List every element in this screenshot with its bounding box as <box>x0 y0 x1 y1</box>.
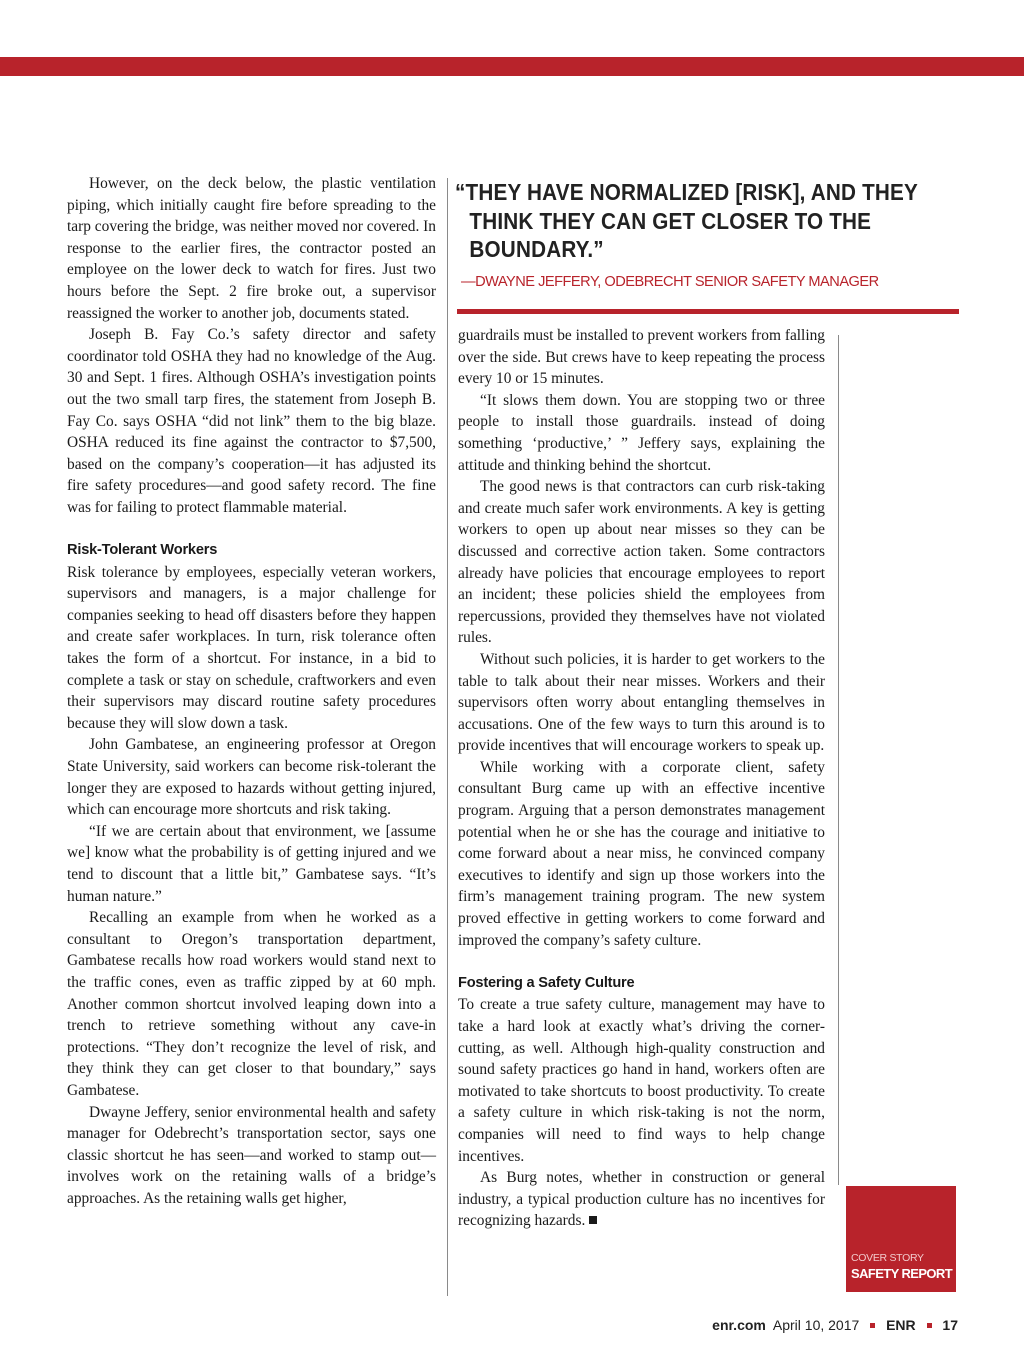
section-badge <box>846 1186 956 1292</box>
footer-site: enr.com <box>712 1317 766 1333</box>
badge-safety-report: SAFETY REPORT <box>851 1266 953 1281</box>
right-paragraph-5: While working with a corporate client, safety consultant Burg came up with an effective incentive program. Arguing that a person demonstrates management potential when he or she has the courage and initiative to come forward about a near miss, he convinced company executives to identify and sign up those workers into the firm’s management training program. The new system proved effective in getting workers to come forward and improved the company’s safety culture. <box>458 758 825 949</box>
right-paragraph-1: guardrails must be installed to prevent workers from falling over the side. But crews have to keep repeating the process every 10 or 15 minutes. <box>458 327 825 388</box>
left-paragraph-7: Dwayne Jeffery, senior environmental health and safety manager for Odebrecht’s transportation sector, says one classic shortcut he has seen—and worked to stamp out—involves work on the retaining walls of a bridge’s approaches. As the retaining walls get higher, <box>67 1103 436 1207</box>
section-heading-risk-tolerant: Risk-Tolerant Workers <box>67 542 218 559</box>
badge-cover-story: COVER STORY <box>851 1252 924 1264</box>
left-paragraph-5: “If we are certain about that environment, we [assume we] know what the probability is of getting injured and we tend to discount that a little bit,” Gambatese says. “It’s human nature.” <box>67 822 436 905</box>
pull-quote-text: “THEY HAVE NORMALIZED [RISK], AND THEY THINK THEY CAN GET CLOSER TO THE BOUNDARY.” <box>455 179 918 262</box>
right-paragraph-3: The good news is that contractors can curb risk-taking and create much safer work environments. A key is getting workers to open up about near misses so they can be discussed and corrective action taken. Some contractors already have policies that encourage employees to report an incident; these policies shield the employees from repercussions, provided they themselves have not violated rules. <box>458 478 825 647</box>
left-paragraph-1: However, on the deck below, the plastic ventilation piping, which initially caught fire before spreading to the tarp covering the bridge, was neither moved nor covered. In response to the earlier fires, the contractor posted an employee on the lower deck to watch for fires. Just two hours before the Sept. 2 fire broke out, a supervisor reassigned the worker to another job, documents stated. <box>67 175 436 322</box>
footer-brand: ENR <box>886 1317 916 1333</box>
left-column <box>67 173 436 1210</box>
right-paragraph-7-text: As Burg notes, whether in construction or general industry, a typical production culture has no incentives for recognizing hazards. <box>458 1169 825 1230</box>
pull-quote-attribution: —DWAYNE JEFFERY, ODEBRECHT SENIOR SAFETY MANAGER <box>461 273 879 290</box>
right-paragraph-2: “It slows them down. You are stopping two or three people to install those guardrails. instead of doing something ‘productive,’ ” Jeffery says, explaining the attitude and thinking behind the shortcut. <box>458 391 825 474</box>
pull-quote-rule <box>457 309 959 314</box>
left-paragraph-2: Joseph B. Fay Co.’s safety director and safety coordinator told OSHA they had no knowledge of the Aug. 30 and Sept. 1 fires. Although OSHA’s investigation points out the two small tarp fires, the statement from Joseph B. Fay Co. says OSHA “did not link” them to the big blaze. OSHA reduced its fine against the contractor to $7,500, based on the company’s cooperation—it has adjusted its fire safety procedures—and good safety record. The fine was for failing to protect flammable material. <box>67 326 436 516</box>
right-column <box>458 325 825 1232</box>
left-paragraph-4: John Gambatese, an engineering professor at Oregon State University, said workers can become risk-tolerant the longer they are exposed to hazards without getting injured, which can encourage more shortcuts and risk taking. <box>67 736 436 819</box>
left-paragraph-3: Risk tolerance by employees, especially veteran workers, supervisors and managers, is a major challenge for companies seeking to head off disasters before they happen and create safer workplaces. In turn, risk tolerance often takes the form of a shortcut. For instance, in a bid to complete a task or stay on schedule, craftworkers and even their supervisors may discard routine safety procedures because they will slow down a task. <box>67 563 436 732</box>
footer-square-icon <box>927 1323 932 1328</box>
pull-quote-block <box>455 178 955 290</box>
left-paragraph-6: Recalling an example from when he worked as a consultant to Oregon’s transportation department, Gambatese recalls how road workers would stand next to the traffic cones, even as traffic zipped by at 60 mph. Another common shortcut involved leaping down into a trench to retrieve something without any cave-in protections. “They don’t recognize the level of risk, and they think they can get closer to that boundary,” says Gambatese. <box>67 909 436 1099</box>
footer-date: April 10, 2017 <box>772 1317 860 1333</box>
top-red-bar <box>0 57 1024 76</box>
section-heading-safety-culture: Fostering a Safety Culture <box>458 974 635 991</box>
page-footer <box>712 1317 958 1333</box>
right-paragraph-6: To create a true safety culture, management may have to take a hard look at exactly what’s driving the corner-cutting, as well. Although high-quality construction and sound safety practices go hand in hand, workers often are motivated to take shortcuts to boost productivity. To create a safety culture in which risk-taking is not the norm, companies will need to find ways to help change incentives. <box>458 996 825 1165</box>
right-paragraph-4: Without such policies, it is harder to get workers to the table to talk about their near misses. Workers and their supervisors often worry about entangling themselves in accusations. One of the few ways to turn this around is to provide incentives that will encourage workers to speak up. <box>458 650 825 755</box>
footer-square-icon <box>870 1323 875 1328</box>
footer-page-number: 17 <box>942 1317 958 1333</box>
right-paragraph-7 <box>458 1167 825 1232</box>
end-mark-icon <box>589 1216 597 1224</box>
column-divider <box>447 178 448 1296</box>
right-margin-rule <box>838 335 839 1185</box>
